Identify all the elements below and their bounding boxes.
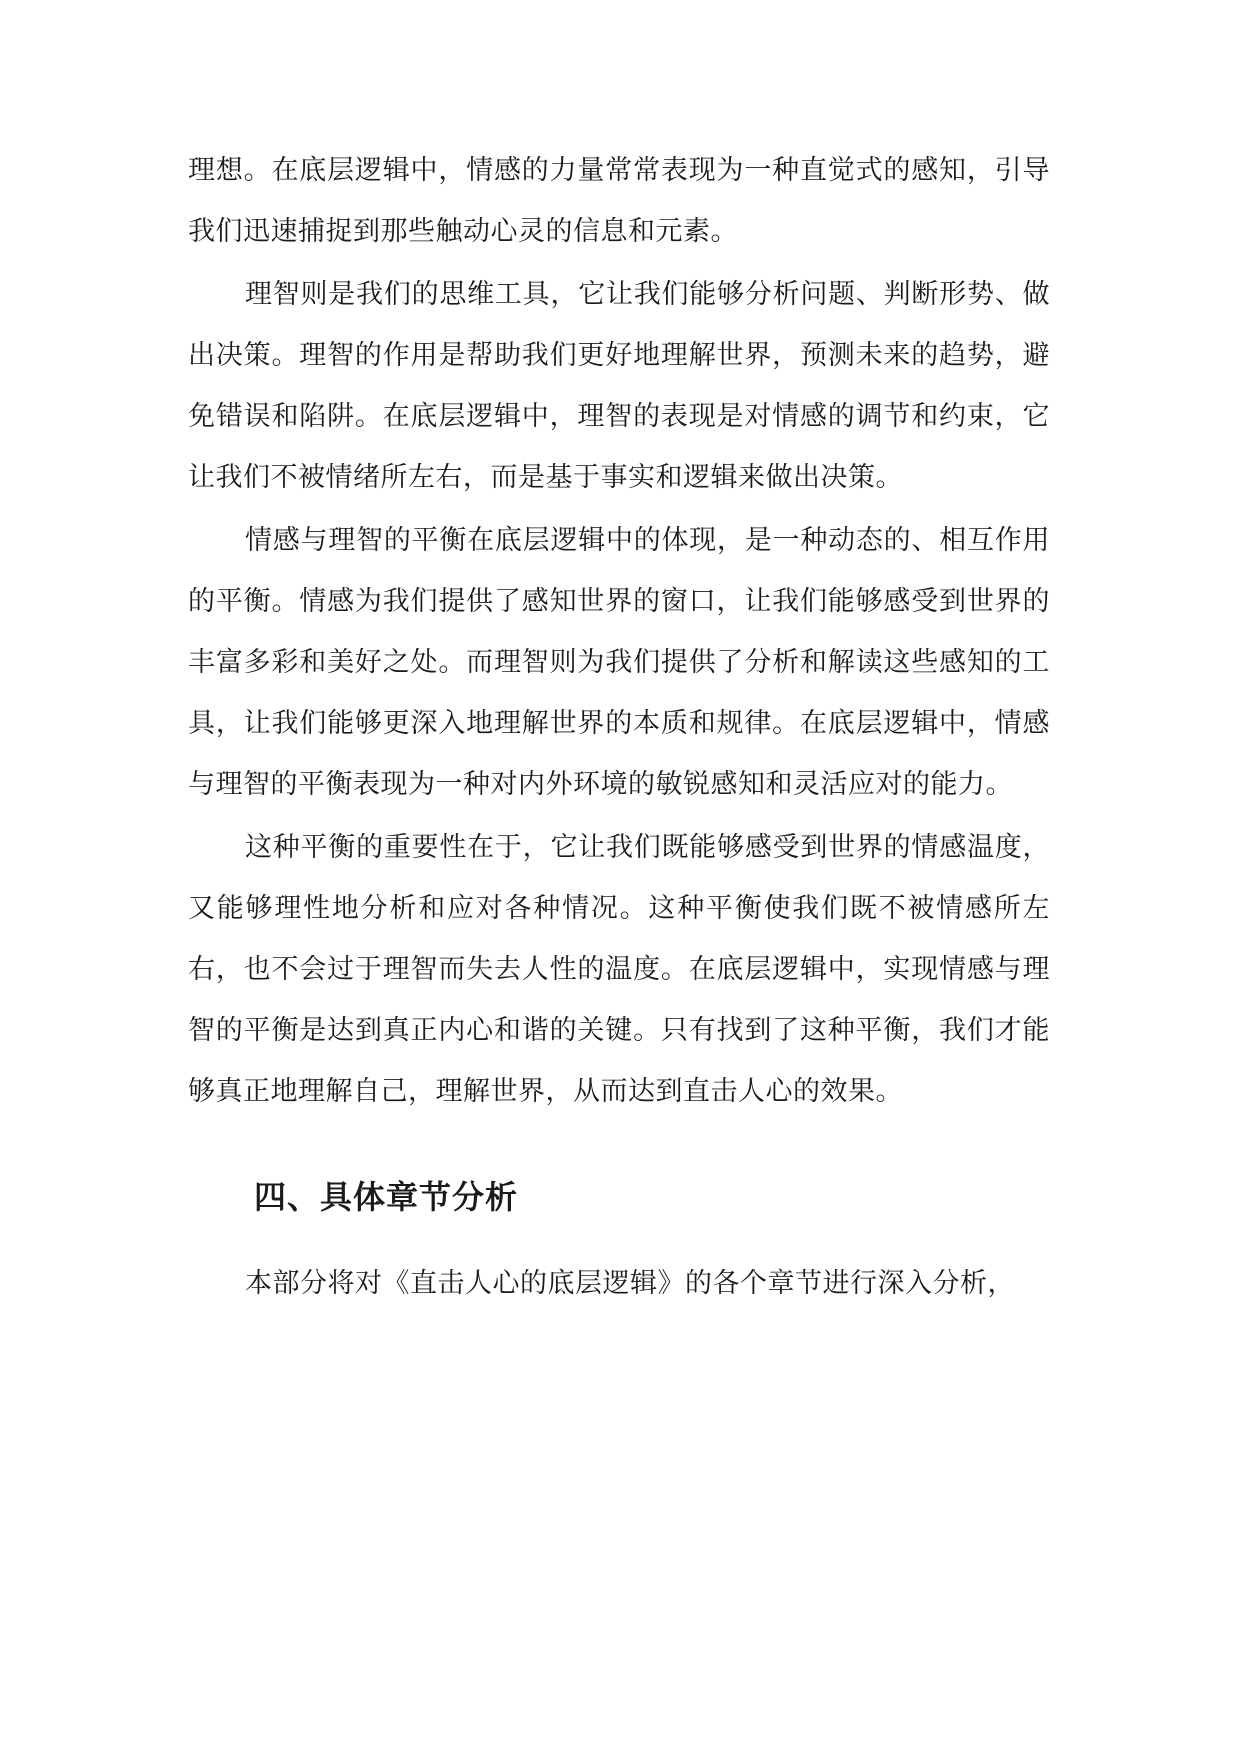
paragraph: 理智则是我们的思维工具，它让我们能够分析问题、判断形势、做出决策。理智的作用是帮助我们更好地理解世界，预测未来的趋势，避免错误和陷阱。在底层逻辑中，理智的表现是对情感的调节和约束，它让我们不被情绪所左右，而是基于事实和逻辑来做出决策。	[188, 279, 1050, 493]
document-body	[188, 140, 1050, 1314]
paragraph: 本部分将对《直击人心的底层逻辑》的各个章节进行深入分析，	[245, 1268, 1015, 1299]
paragraph: 情感与理智的平衡在底层逻辑中的体现，是一种动态的、相互作用的平衡。情感为我们提供了感知世界的窗口，让我们能够感受到世界的丰富多彩和美好之处。而理智则为我们提供了分析和解读这些感知的工具，让我们能够更深入地理解世界的本质和规律。在底层逻辑中，情感与理智的平衡表现为一种对内外环境的敏锐感知和灵活应对的能力。	[188, 525, 1050, 800]
paragraph: 这种平衡的重要性在于，它让我们既能够感受到世界的情感温度，又能够理性地分析和应对各种情况。这种平衡使我们既不被情感所左右，也不会过于理智而失去人性的温度。在底层逻辑中，实现情感与理智的平衡是达到真正内心和谐的关键。只有找到了这种平衡，我们才能够真正地理解自己，理解世界，从而达到直击人心的效果。	[188, 832, 1050, 1107]
section-heading: 四、具体章节分析	[254, 1178, 519, 1216]
paragraph: 理想。在底层逻辑中，情感的力量常常表现为一种直觉式的感知，引导我们迅速捕捉到那些触动心灵的信息和元素。	[188, 155, 1050, 247]
